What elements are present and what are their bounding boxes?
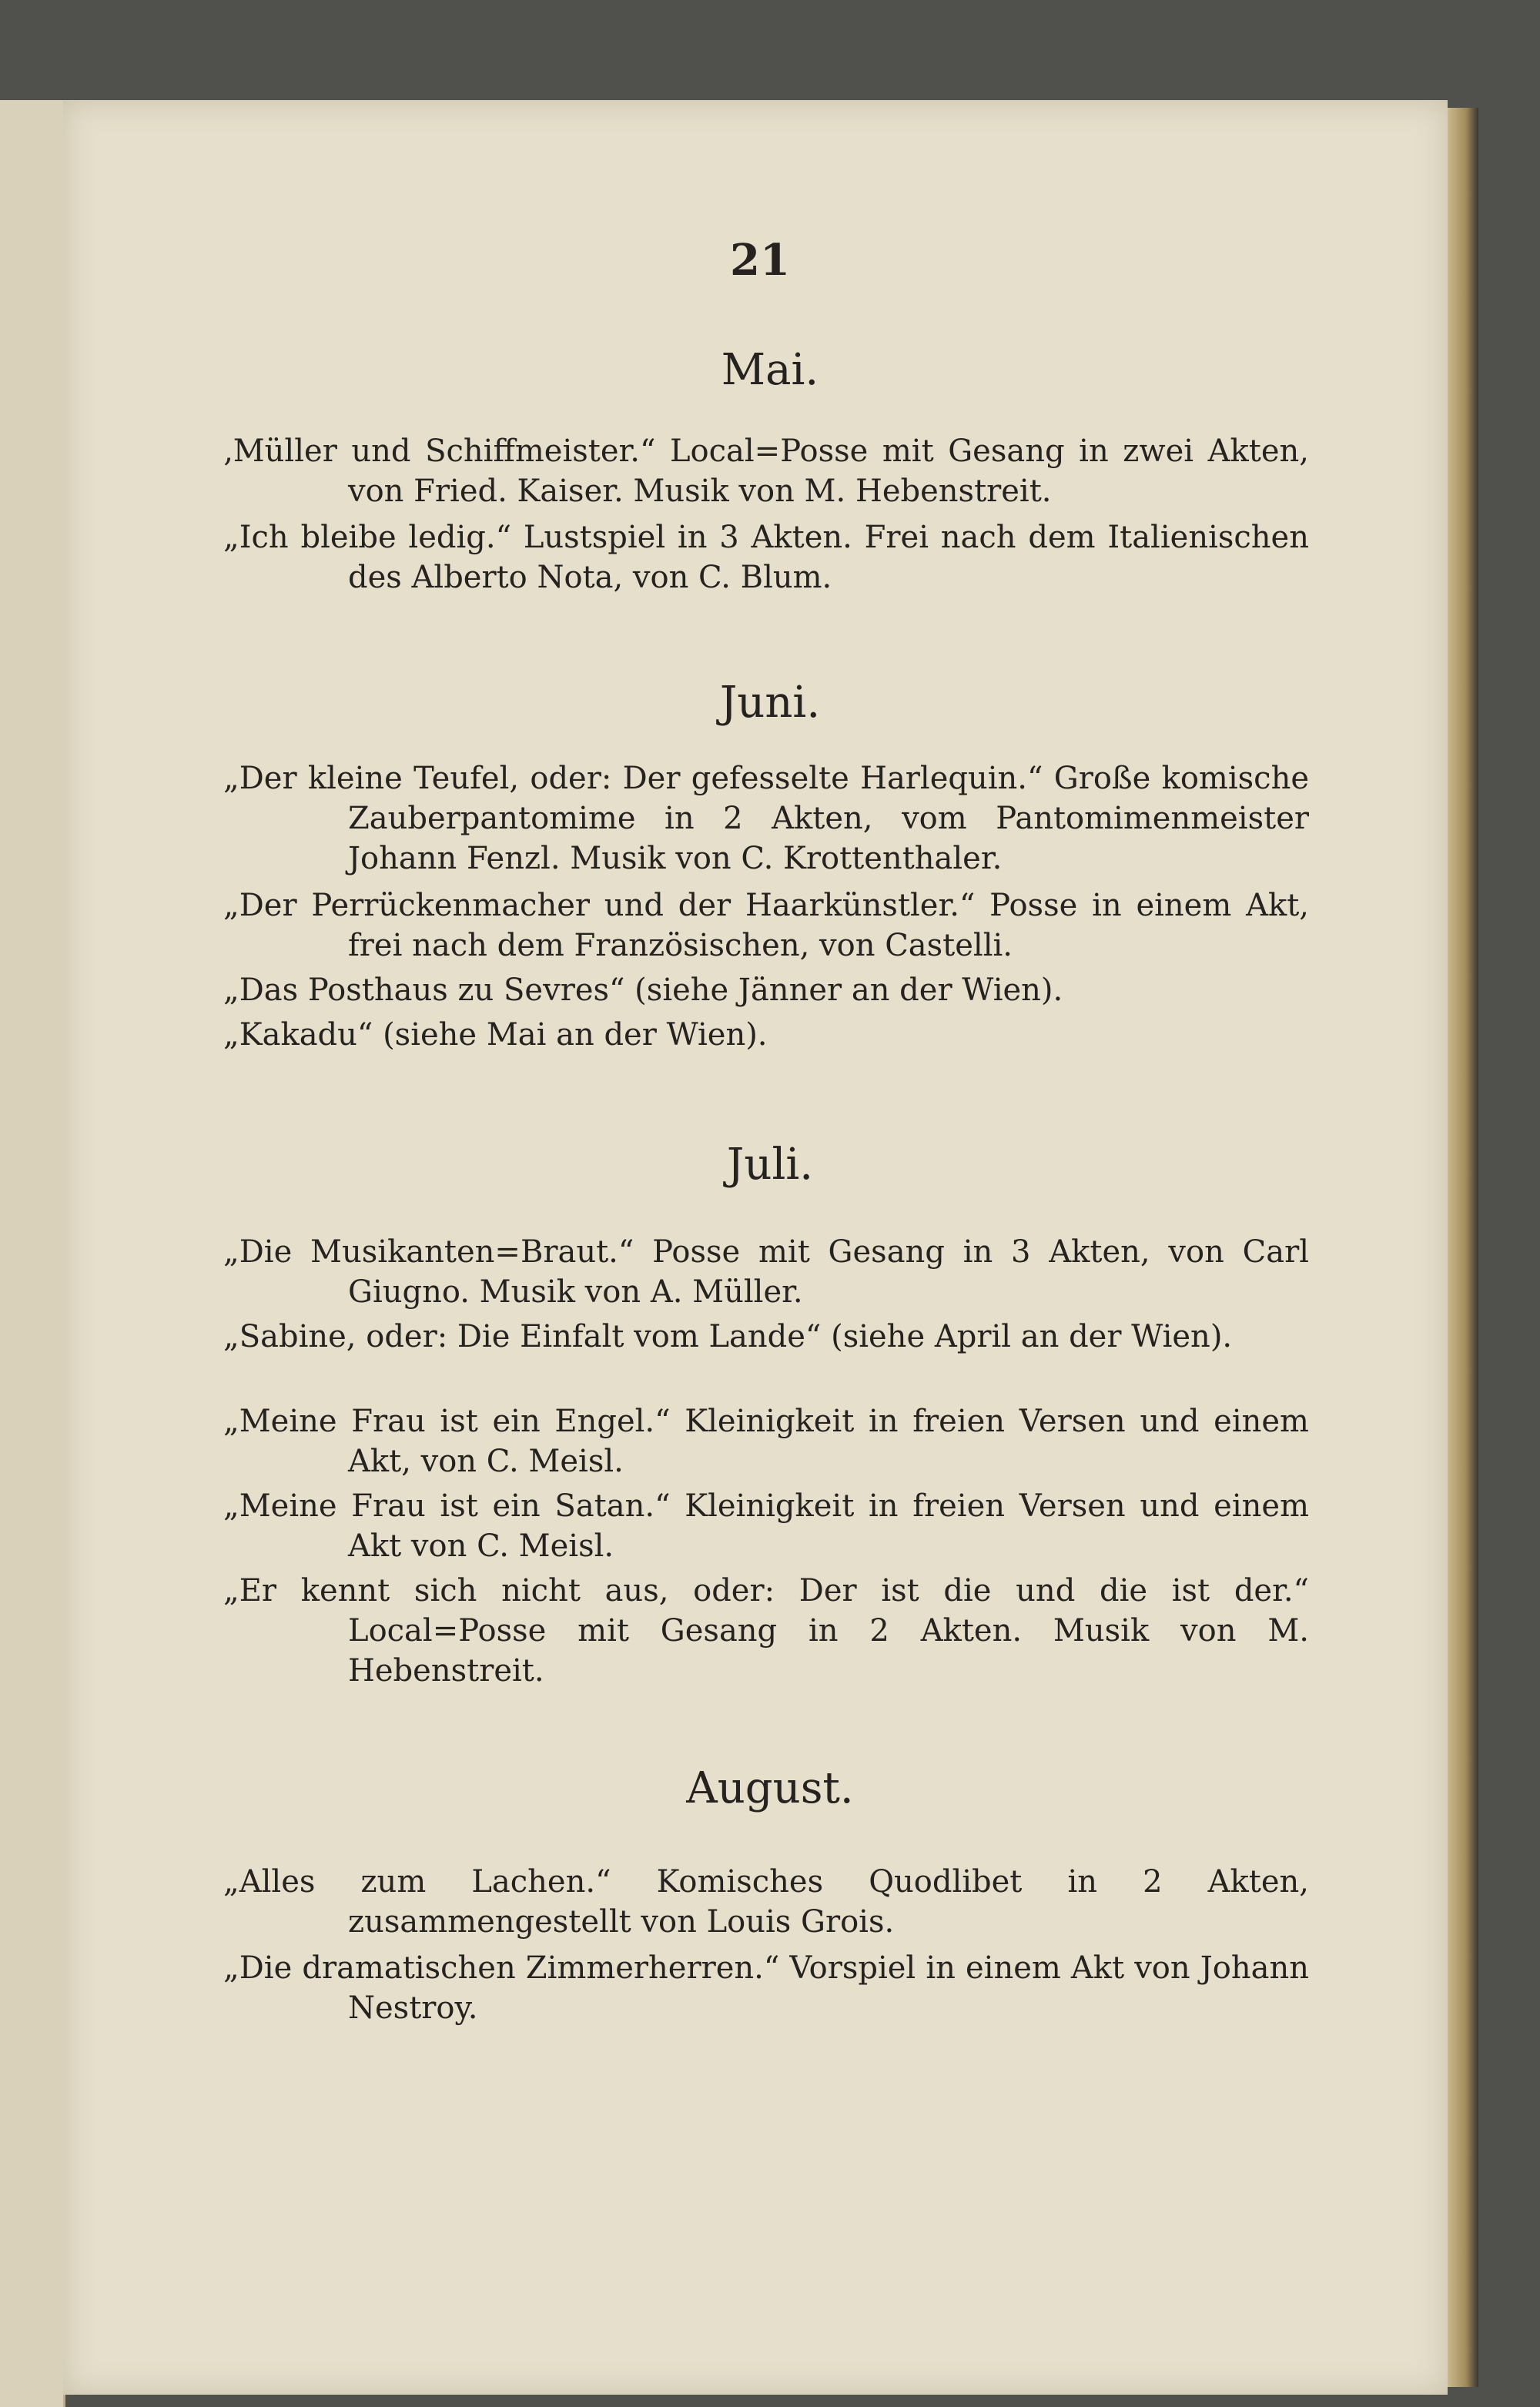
page-number: 21 xyxy=(730,235,790,286)
facing-page-edge xyxy=(0,100,65,2407)
entry-mai-2: „Ich bleibe ledig.“ Lustspiel in 3 Akten. Frei nach dem Italienischen des Alberto Nota, von C. Blum. xyxy=(223,520,1309,595)
entry-juni-1: „Der kleine Teufel, oder: Der gefesselte Harlequin.“ Große komische Zauberpantomime in 2 Akten, vom Pantomimenmeister Johann Fenzl. Musik von C. Krottenthaler. xyxy=(223,761,1309,876)
section-heading-juni: Juni. xyxy=(719,678,821,728)
entry-august-1: „Alles zum Lachen.“ Komisches Quodlibet in 2 Akten, zusammengestellt von Louis Grois. xyxy=(223,1864,1309,1940)
section-heading-juli: Juli. xyxy=(726,1140,814,1190)
entry-juni-4: „Kakadu“ (siehe Mai an der Wien). xyxy=(223,1017,768,1053)
section-heading-mai: Mai. xyxy=(721,345,819,395)
entry-juni-3: „Das Posthaus zu Sevres“ (siehe Jänner an der Wien). xyxy=(223,973,1063,1008)
entry-juni-2: „Der Perrückenmacher und der Haarkünstler.“ Posse in einem Akt, frei nach dem Französischen, von Castelli. xyxy=(223,888,1309,963)
entry-juli-3: „Meine Frau ist ein Engel.“ Kleinigkeit in freien Versen und einem Akt, von C. Meisl. xyxy=(223,1404,1309,1479)
page-block-edge xyxy=(1448,108,1478,2387)
entry-juli-5: „Er kennt sich nicht aus, oder: Der ist die und die ist der.“ Local=Posse mit Gesang in 2 Akten. Musik von M. Hebenstreit. xyxy=(223,1573,1309,1689)
entry-juli-2: „Sabine, oder: Die Einfalt vom Lande“ (siehe April an der Wien). xyxy=(223,1319,1233,1354)
entry-mai-1: ‚Müller und Schiffmeister.“ Local=Posse mit Gesang in zwei Akten, von Fried. Kaiser. Musik von M. Hebenstreit. xyxy=(223,434,1309,509)
section-heading-august: August. xyxy=(686,1763,854,1813)
entry-juli-1: „Die Musikanten=Braut.“ Posse mit Gesang in 3 Akten, von Carl Giugno. Musik von A. Müller. xyxy=(223,1234,1309,1310)
entry-august-2: „Die dramatischen Zimmerherren.“ Vorspiel in einem Akt von Johann Nestroy. xyxy=(223,1950,1309,2026)
entry-juli-4: „Meine Frau ist ein Satan.“ Kleinigkeit in freien Versen und einem Akt von C. Meisl. xyxy=(223,1488,1309,1564)
